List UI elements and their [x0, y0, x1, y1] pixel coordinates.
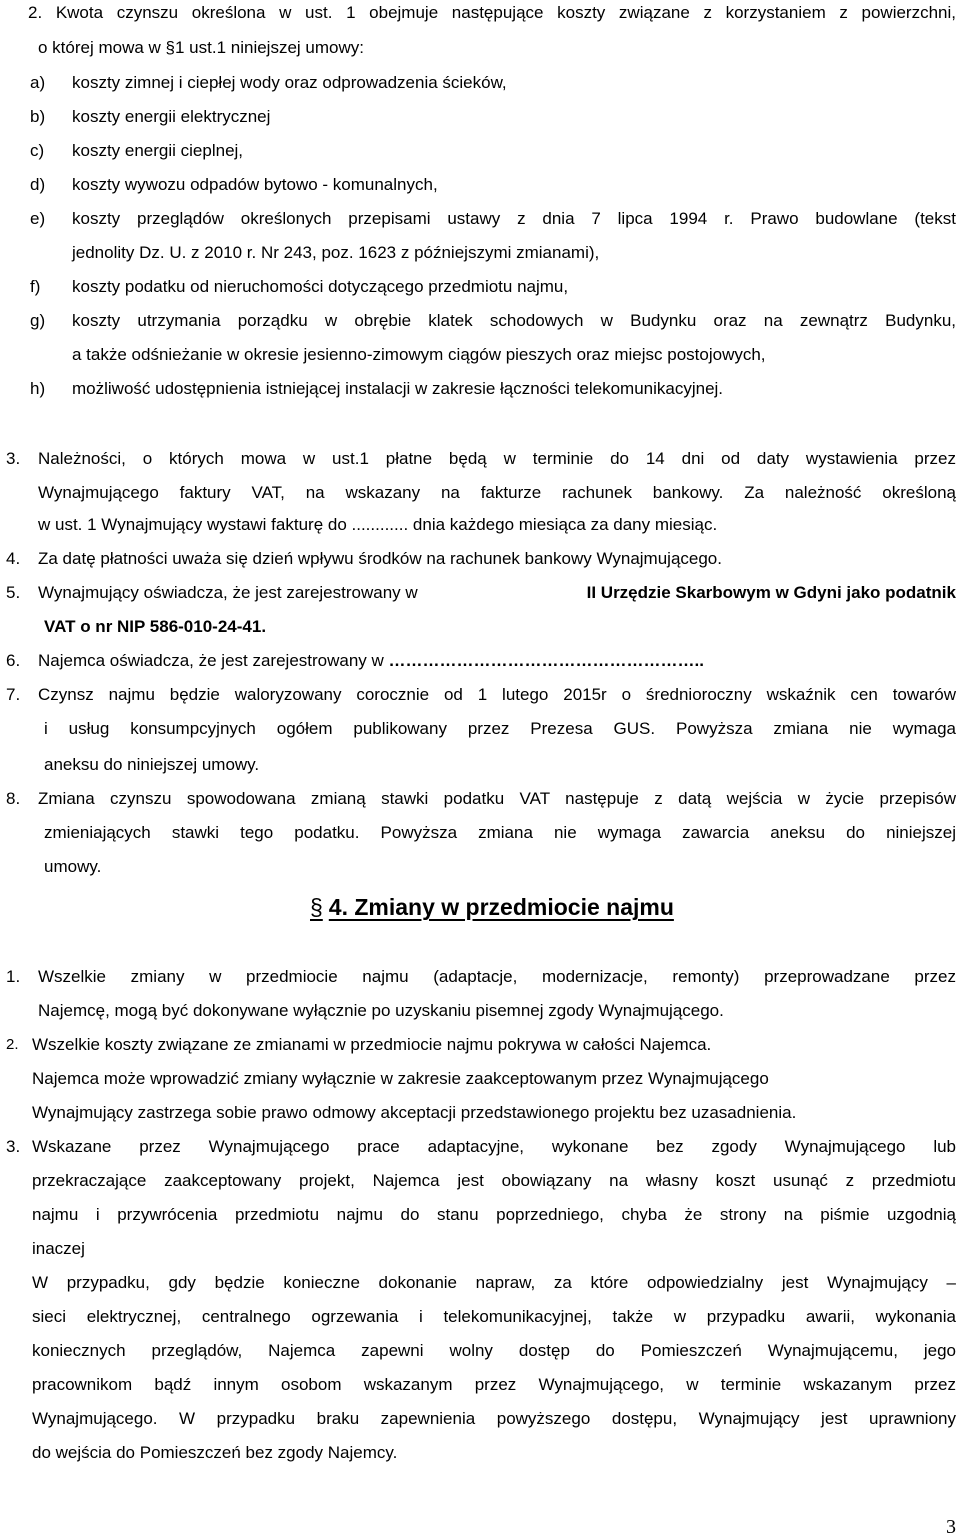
s4-point3-line6: sieci elektrycznej, centralnego ogrzewania i telekomunikacyjnej, także w przypadku awarii, wykonania: [32, 1307, 956, 1326]
item-text-g: koszty utrzymania porządku w obrębie klatek schodowych w Budynku oraz na zewnątrz Budynku,: [72, 311, 956, 330]
point8-number: 8.: [6, 789, 21, 808]
item-text-b: koszty energii elektrycznej: [72, 107, 271, 126]
point6-dots: ………………………………………………..: [388, 651, 704, 670]
point5-number: 5.: [6, 583, 21, 602]
s4-point2-number: 2.: [6, 1036, 19, 1053]
point5-tax-office: II Urzędzie Skarbowym w Gdyni jako podatnik: [586, 583, 956, 602]
point5-nip: VAT o nr NIP 586-010-24-41.: [44, 617, 267, 636]
point6-line: [38, 651, 704, 671]
s4-point2-line2: Najemca może wprowadzić zmiany wyłącznie w zakresie zaakceptowanym przez Wynajmującego: [32, 1069, 769, 1088]
point4-number: 4.: [6, 549, 21, 568]
s4-point1-line2: Najemcę, mogą być dokonywane wyłącznie po uzyskaniu pisemnej zgody Wynajmującego.: [38, 1001, 724, 1020]
s4-point3-line8: pracownikom bądź innym osobom wskazanym przez Wynajmującego, w terminie wskazanym przez: [32, 1375, 956, 1394]
item-letter-b: b): [30, 107, 46, 126]
point7-line2: i usług konsumpcyjnych ogółem publikowany przez Prezesa GUS. Powyższa zmiana nie wymaga: [44, 719, 956, 738]
s4-point3-line10: do wejścia do Pomieszczeń bez zgody Najemcy.: [32, 1443, 398, 1462]
point3-line2: Wynajmującego faktury VAT, na wskazany na fakturze rachunek bankowy. Za należność określoną: [38, 483, 956, 502]
s4-point2-line1: Wszelkie koszty związane ze zmianami w przedmiocie najmu pokrywa w całości Najemca.: [32, 1035, 712, 1054]
item-text-e: koszty przeglądów określonych przepisami ustawy z dnia 7 lipca 1994 r. Prawo budowlane (tekst: [72, 209, 956, 228]
item-letter-e: e): [30, 209, 46, 228]
item-text-d: koszty wywozu odpadów bytowo - komunalnych,: [72, 175, 438, 194]
page-number: 3: [946, 1516, 956, 1538]
item-text-a: koszty zimnej i ciepłej wody oraz odprowadzenia ścieków,: [72, 73, 507, 92]
item-letter-a: a): [30, 73, 46, 92]
s4-point2-line3: Wynajmujący zastrzega sobie prawo odmowy akceptacji przedstawionego projektu bez uzasadnienia.: [32, 1103, 797, 1122]
item-letter-g: g): [30, 311, 46, 330]
s4-point3-line9: Wynajmującego. W przypadku braku zapewnienia powyższego dostępu, Wynajmujący jest uprawniony: [32, 1409, 956, 1428]
item-letter-h: h): [30, 379, 46, 398]
item-letter-d: d): [30, 175, 46, 194]
item-cont-e: jednolity Dz. U. z 2010 r. Nr 243, poz. 1623 z późniejszymi zmianami),: [72, 243, 600, 262]
point5-text-plain: Wynajmujący oświadcza, że jest zarejestrowany w: [38, 583, 418, 602]
s4-point1-number: 1.: [6, 967, 21, 986]
point6-text: Najemca oświadcza, że jest zarejestrowany w: [38, 651, 389, 670]
section4-heading-text: 4. Zmiany w przedmiocie najmu: [328, 894, 674, 920]
s4-point3-line7: koniecznych przeglądów, Najemca zapewni wolny dostęp do Pomieszczeń Wynajmującemu, jego: [32, 1341, 956, 1360]
section-sign: §: [310, 894, 323, 920]
point7-line1: Czynsz najmu będzie waloryzowany corocznie od 1 lutego 2015r o średnioroczny wskaźnik cen towarów: [38, 685, 956, 704]
point7-number: 7.: [6, 685, 21, 704]
item-letter-f: f): [30, 277, 41, 296]
point3-number: 3.: [6, 449, 21, 468]
point8-line2: zmieniających stawki tego podatku. Powyższa zmiana nie wymaga zawarcia aneksu do niniejszej: [44, 823, 956, 842]
section2-line2: o której mowa w §1 ust.1 niniejszej umowy:: [38, 38, 364, 57]
point8-line3: umowy.: [44, 857, 102, 876]
item-text-c: koszty energii cieplnej,: [72, 141, 244, 160]
s4-point3-line4: inaczej: [32, 1239, 85, 1258]
section2-line1: 2. Kwota czynszu określona w ust. 1 obejmuje następujące koszty związane z korzystaniem z powierzchni,: [28, 3, 956, 22]
item-cont-g: a także odśnieżanie w okresie jesienno-zimowym ciągów pieszych oraz miejsc postojowych,: [72, 345, 766, 364]
s4-point3-line1: Wskazane przez Wynajmującego prace adaptacyjne, wykonane bez zgody Wynajmującego lub: [32, 1137, 956, 1156]
item-letter-c: c): [30, 141, 45, 160]
s4-point1-line1: Wszelkie zmiany w przedmiocie najmu (adaptacje, modernizacje, remonty) przeprowadzane przez: [38, 967, 956, 986]
point3-line3: w ust. 1 Wynajmujący wystawi fakturę do ............ dnia każdego miesiąca za dany miesiąc.: [38, 515, 718, 534]
section4-heading: [310, 893, 674, 921]
s4-point3-line3: najmu i przywrócenia przedmiotu najmu do stanu poprzedniego, chyba że strony na piśmie uzgodnią: [32, 1205, 956, 1224]
point7-line3: aneksu do niniejszej umowy.: [44, 755, 260, 774]
point5-line1: [38, 583, 956, 603]
point8-line1: Zmiana czynszu spowodowana zmianą stawki podatku VAT następuje z datą wejścia w życie przepisów: [38, 789, 956, 808]
point3-line1: Należności, o których mowa w ust.1 płatne będą w terminie do 14 dni od daty wystawienia przez: [38, 449, 956, 468]
item-text-f: koszty podatku od nieruchomości dotyczącego przedmiotu najmu,: [72, 277, 569, 296]
s4-point3-line2: przekraczające zaakceptowany projekt, Najemca jest obowiązany na własny koszt usunąć z przedmiotu: [32, 1171, 956, 1190]
point6-number: 6.: [6, 651, 21, 670]
s4-point3-line5: W przypadku, gdy będzie konieczne dokonanie napraw, za które odpowiedzialny jest Wynajmujący –: [32, 1273, 956, 1292]
s4-point3-number: 3.: [6, 1137, 21, 1156]
item-text-h: możliwość udostępnienia istniejącej instalacji w zakresie łączności telekomunikacyjnej.: [72, 379, 724, 398]
point4-text: Za datę płatności uważa się dzień wpływu środków na rachunek bankowy Wynajmującego.: [38, 549, 722, 568]
